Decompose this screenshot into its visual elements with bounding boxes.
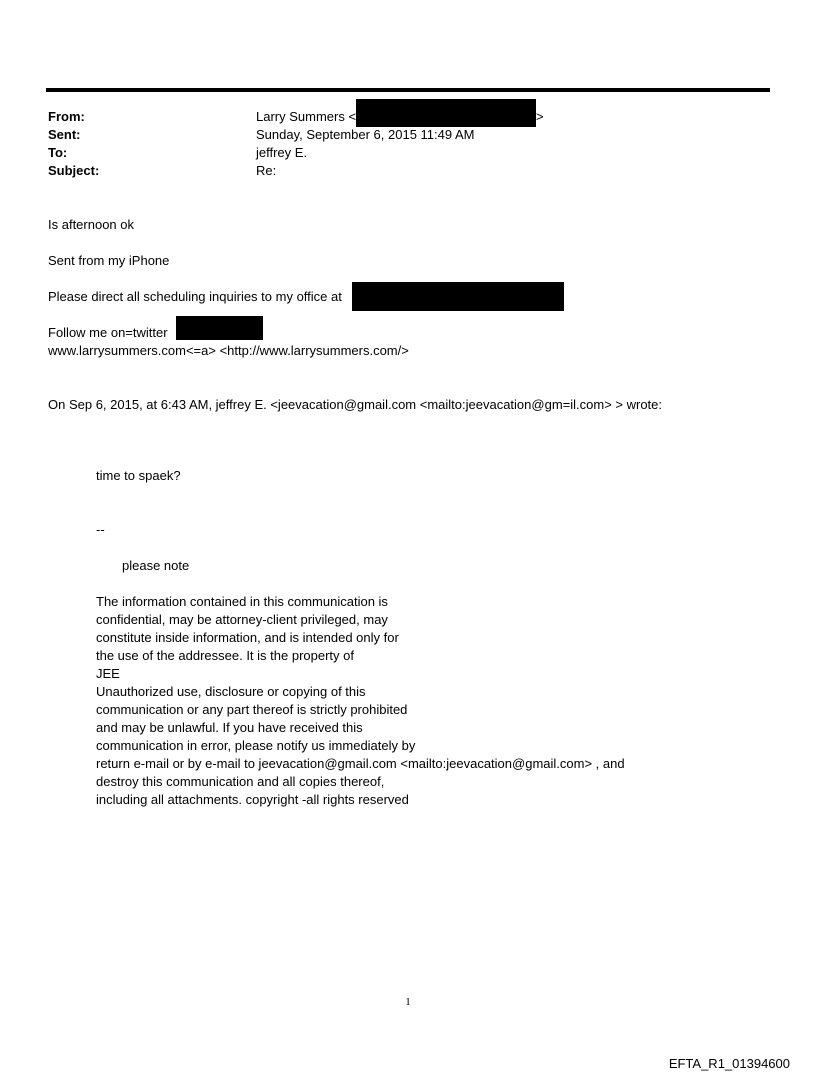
disclaimer-line: JEE: [96, 666, 120, 681]
redaction-box: [356, 99, 536, 127]
subject-value: Re:: [256, 163, 277, 178]
disclaimer-line: Unauthorized use, disclosure or copying of this: [96, 684, 366, 699]
disclaimer-line: communication or any part thereof is strictly prohibited: [96, 702, 408, 717]
disclaimer-line: including all attachments. copyright -all rights reserved: [96, 792, 409, 807]
redaction-box: [352, 282, 564, 311]
body-line-4: Follow me on=twitter: [48, 325, 168, 340]
from-label: From:: [48, 109, 85, 124]
disclaimer-line: constitute inside information, and is intended only for: [96, 630, 399, 645]
header-rule: [46, 88, 770, 92]
from-value: Larry Summers <: [256, 109, 357, 124]
bates-number: EFTA_R1_01394600: [668, 1056, 790, 1071]
page-number: 1: [405, 996, 411, 1008]
body-line-1: Is afternoon ok: [48, 217, 134, 232]
disclaimer-line: return e-mail or by e-mail to jeevacation@gmail.com <mailto:jeevacation@gmail.com> , and: [96, 756, 625, 771]
disclaimer-line: The information contained in this communication is: [96, 594, 388, 609]
signature-separator: --: [96, 522, 105, 537]
body-line-2: Sent from my iPhone: [48, 253, 170, 268]
subject-label: Subject:: [48, 163, 100, 178]
quote-header: On Sep 6, 2015, at 6:43 AM, jeffrey E. <jeevacation@gmail.com <mailto:jeevacation@gm=il.com> > wrote:: [48, 397, 662, 412]
disclaimer-line: communication in error, please notify us immediately by: [96, 738, 416, 753]
from-value-tail: >: [536, 109, 544, 124]
please-note: please note: [122, 558, 190, 573]
sent-label: Sent:: [48, 127, 81, 142]
sent-value: Sunday, September 6, 2015 11:49 AM: [256, 127, 475, 142]
to-label: To:: [48, 145, 68, 160]
body-line-3: Please direct all scheduling inquiries to my office at: [48, 289, 342, 304]
disclaimer-line: destroy this communication and all copies thereof,: [96, 774, 385, 789]
disclaimer-block: [96, 593, 625, 809]
redaction-box: [176, 316, 263, 340]
body-line-5: www.larrysummers.com<=a> <http://www.larrysummers.com/>: [48, 343, 409, 358]
disclaimer-line: confidential, may be attorney-client privileged, may: [96, 612, 388, 627]
disclaimer-line: and may be unlawful. If you have received this: [96, 720, 363, 735]
disclaimer-line: the use of the addressee. It is the property of: [96, 648, 354, 663]
to-value: jeffrey E.: [256, 145, 308, 160]
quoted-message: time to spaek?: [96, 468, 181, 483]
